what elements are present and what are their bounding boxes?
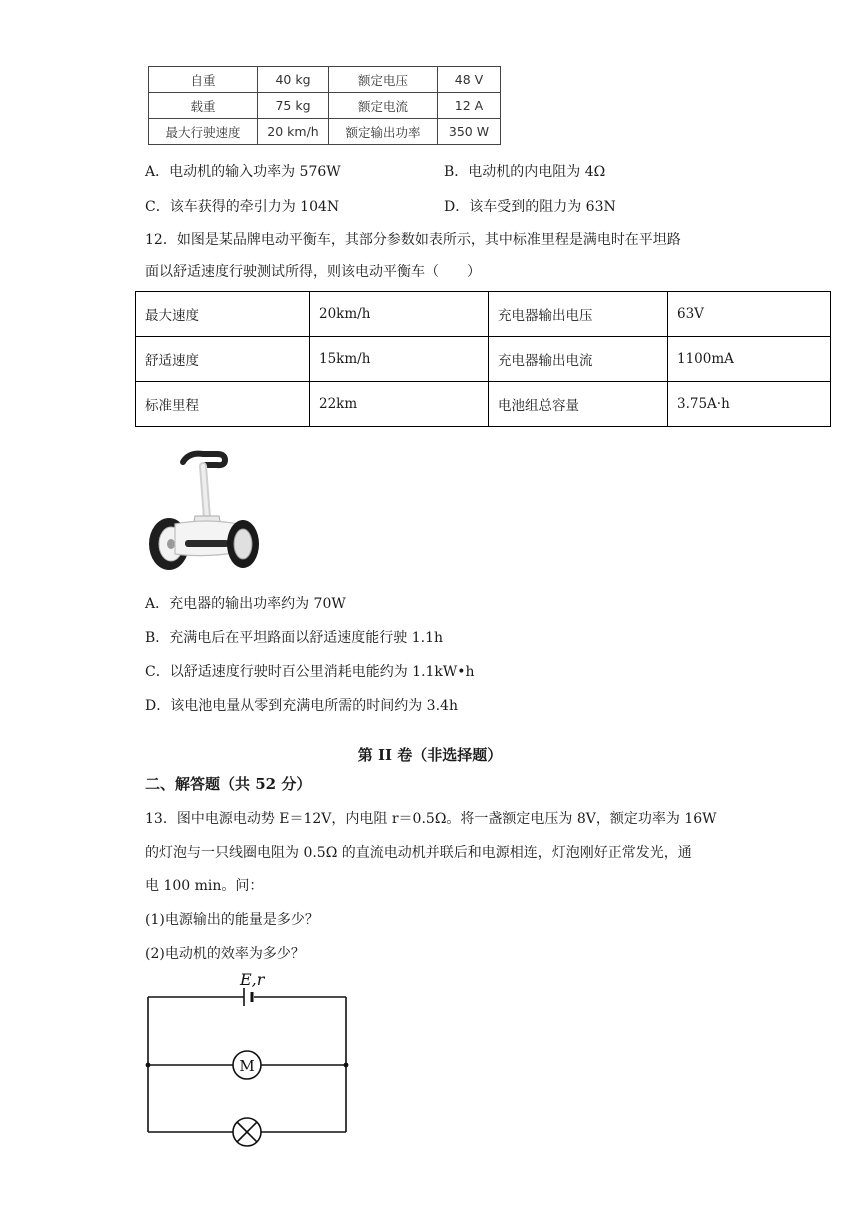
table-cell: 20 km/h <box>258 119 329 145</box>
table-cell: 额定输出功率 <box>329 119 438 145</box>
table-cell: 15km/h <box>310 337 489 382</box>
table-cell: 75 kg <box>258 93 329 119</box>
option-a: A．充电器的输出功率约为 70W <box>145 596 346 612</box>
table-cell: 350 W <box>438 119 501 145</box>
option-b: B．电动机的内电阻为 4Ω <box>444 164 606 180</box>
table-cell: 额定电流 <box>329 93 438 119</box>
spec-table-balance-scooter <box>135 291 831 427</box>
option-a: A．电动机的输入功率为 576W <box>145 164 341 180</box>
spec-table-ebike <box>148 66 501 145</box>
section-title: 第 II 卷（非选择题） <box>357 746 503 764</box>
table-cell: 12 A <box>438 93 501 119</box>
question-13-stem-line2: 的灯泡与一只线圈电阻为 0.5Ω 的直流电动机并联后和电源相连，灯泡刚好正常发光，通 <box>145 845 692 861</box>
table-row <box>149 93 501 119</box>
table-row <box>136 292 831 337</box>
table-cell: 3.75A·h <box>668 382 831 427</box>
motor-label: M <box>239 1057 255 1075</box>
table-cell: 充电器输出电流 <box>489 337 668 382</box>
question-12-stem-line2: 面以舒适速度行驶测试所得，则该电动平衡车（ ） <box>145 264 481 280</box>
table-cell: 22km <box>310 382 489 427</box>
table-cell: 63V <box>668 292 831 337</box>
question-13-stem-line1: 13．图中电源电动势 E＝12V，内电阻 r＝0.5Ω。将一盏额定电压为 8V，额定功率为 16W <box>145 811 717 827</box>
circuit-diagram <box>140 968 355 1150</box>
table-cell: 载重 <box>149 93 258 119</box>
table-cell: 额定电压 <box>329 67 438 93</box>
table-row <box>149 119 501 145</box>
table-cell: 20km/h <box>310 292 489 337</box>
table-cell: 舒适速度 <box>136 337 310 382</box>
table-cell: 自重 <box>149 67 258 93</box>
battery-label: E,r <box>240 970 265 989</box>
question-12-stem-line1: 12．如图是某品牌电动平衡车，其部分参数如表所示，其中标准里程是满电时在平坦路 <box>145 232 681 248</box>
table-row <box>149 67 501 93</box>
table-cell: 40 kg <box>258 67 329 93</box>
option-c: C．以舒适速度行驶时百公里消耗电能约为 1.1kW•h <box>145 664 475 680</box>
option-b: B．充满电后在平坦路面以舒适速度能行驶 1.1h <box>145 630 444 646</box>
table-row <box>136 382 831 427</box>
table-cell: 最大行驶速度 <box>149 119 258 145</box>
question-13-sub1: (1)电源输出的能量是多少？ <box>145 912 319 928</box>
option-d: D．该电池电量从零到充满电所需的时间约为 3.4h <box>145 698 458 714</box>
option-d: D．该车受到的阻力为 63N <box>444 199 616 215</box>
question-13-sub2: (2)电动机的效率为多少？ <box>145 946 305 962</box>
table-cell: 最大速度 <box>136 292 310 337</box>
table-row <box>136 337 831 382</box>
table-cell: 标准里程 <box>136 382 310 427</box>
table-cell: 1100mA <box>668 337 831 382</box>
table-cell: 48 V <box>438 67 501 93</box>
table-cell: 电池组总容量 <box>489 382 668 427</box>
question-13-stem-line3: 电 100 min。问： <box>145 878 264 894</box>
option-c: C．该车获得的牵引力为 104N <box>145 199 340 215</box>
balance-scooter-image <box>145 448 265 576</box>
table-cell: 充电器输出电压 <box>489 292 668 337</box>
section-subtitle: 二、解答题（共 52 分） <box>145 775 312 793</box>
